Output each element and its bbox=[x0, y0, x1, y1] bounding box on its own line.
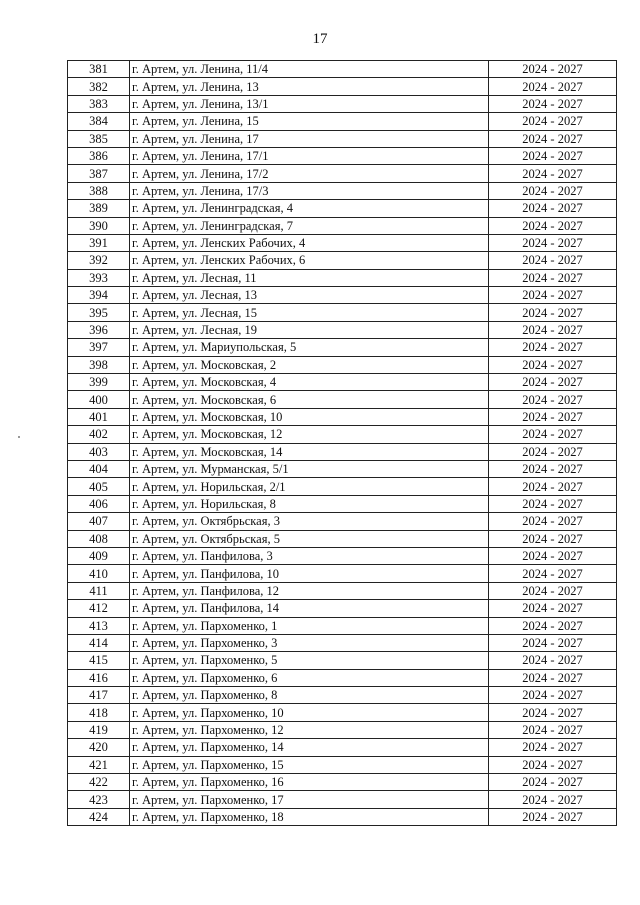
row-period: 2024 - 2027 bbox=[489, 130, 617, 147]
table-row bbox=[68, 495, 617, 512]
row-address: г. Артем, ул. Московская, 2 bbox=[130, 356, 489, 373]
table-row bbox=[68, 669, 617, 686]
scan-speck bbox=[18, 436, 20, 438]
table-row bbox=[68, 269, 617, 286]
table-row bbox=[68, 391, 617, 408]
row-number: 382 bbox=[68, 78, 130, 95]
table-row bbox=[68, 687, 617, 704]
row-period: 2024 - 2027 bbox=[489, 304, 617, 321]
table-row bbox=[68, 408, 617, 425]
row-period: 2024 - 2027 bbox=[489, 808, 617, 825]
row-period: 2024 - 2027 bbox=[489, 721, 617, 738]
row-number: 396 bbox=[68, 321, 130, 338]
table-row bbox=[68, 234, 617, 251]
table-row bbox=[68, 565, 617, 582]
row-number: 417 bbox=[68, 687, 130, 704]
row-address: г. Артем, ул. Московская, 4 bbox=[130, 374, 489, 391]
row-address: г. Артем, ул. Норильская, 2/1 bbox=[130, 478, 489, 495]
row-address: г. Артем, ул. Лесная, 11 bbox=[130, 269, 489, 286]
table-row bbox=[68, 600, 617, 617]
table-row bbox=[68, 339, 617, 356]
row-address: г. Артем, ул. Пархоменко, 8 bbox=[130, 687, 489, 704]
row-period: 2024 - 2027 bbox=[489, 704, 617, 721]
row-number: 413 bbox=[68, 617, 130, 634]
table-row bbox=[68, 130, 617, 147]
row-period: 2024 - 2027 bbox=[489, 374, 617, 391]
table-row bbox=[68, 791, 617, 808]
row-address: г. Артем, ул. Октябрьская, 5 bbox=[130, 530, 489, 547]
row-period: 2024 - 2027 bbox=[489, 391, 617, 408]
table-row bbox=[68, 530, 617, 547]
row-address: г. Артем, ул. Ленина, 15 bbox=[130, 113, 489, 130]
row-number: 421 bbox=[68, 756, 130, 773]
row-address: г. Артем, ул. Ленских Рабочих, 4 bbox=[130, 234, 489, 251]
row-address: г. Артем, ул. Ленина, 13/1 bbox=[130, 95, 489, 112]
row-number: 399 bbox=[68, 374, 130, 391]
row-number: 420 bbox=[68, 739, 130, 756]
row-number: 392 bbox=[68, 252, 130, 269]
row-period: 2024 - 2027 bbox=[489, 426, 617, 443]
table-row bbox=[68, 704, 617, 721]
row-address: г. Артем, ул. Мариупольская, 5 bbox=[130, 339, 489, 356]
row-period: 2024 - 2027 bbox=[489, 165, 617, 182]
row-address: г. Артем, ул. Московская, 14 bbox=[130, 443, 489, 460]
table-row bbox=[68, 617, 617, 634]
table-row bbox=[68, 147, 617, 164]
row-address: г. Артем, ул. Ленина, 13 bbox=[130, 78, 489, 95]
row-period: 2024 - 2027 bbox=[489, 200, 617, 217]
row-number: 424 bbox=[68, 808, 130, 825]
table-row bbox=[68, 721, 617, 738]
table-row bbox=[68, 460, 617, 477]
row-number: 403 bbox=[68, 443, 130, 460]
row-address: г. Артем, ул. Октябрьская, 3 bbox=[130, 513, 489, 530]
row-period: 2024 - 2027 bbox=[489, 182, 617, 199]
row-period: 2024 - 2027 bbox=[489, 774, 617, 791]
row-number: 405 bbox=[68, 478, 130, 495]
row-period: 2024 - 2027 bbox=[489, 287, 617, 304]
row-period: 2024 - 2027 bbox=[489, 513, 617, 530]
row-number: 383 bbox=[68, 95, 130, 112]
row-number: 416 bbox=[68, 669, 130, 686]
row-number: 407 bbox=[68, 513, 130, 530]
row-number: 388 bbox=[68, 182, 130, 199]
row-number: 381 bbox=[68, 61, 130, 78]
table-row bbox=[68, 61, 617, 78]
row-address: г. Артем, ул. Ленина, 17/3 bbox=[130, 182, 489, 199]
row-address: г. Артем, ул. Ленинградская, 4 bbox=[130, 200, 489, 217]
row-period: 2024 - 2027 bbox=[489, 408, 617, 425]
table-body bbox=[68, 61, 617, 826]
row-number: 398 bbox=[68, 356, 130, 373]
row-number: 415 bbox=[68, 652, 130, 669]
row-number: 387 bbox=[68, 165, 130, 182]
row-period: 2024 - 2027 bbox=[489, 652, 617, 669]
row-address: г. Артем, ул. Панфилова, 3 bbox=[130, 547, 489, 564]
row-period: 2024 - 2027 bbox=[489, 356, 617, 373]
row-number: 391 bbox=[68, 234, 130, 251]
row-number: 393 bbox=[68, 269, 130, 286]
row-number: 414 bbox=[68, 634, 130, 651]
row-period: 2024 - 2027 bbox=[489, 756, 617, 773]
row-period: 2024 - 2027 bbox=[489, 634, 617, 651]
row-number: 395 bbox=[68, 304, 130, 321]
row-number: 422 bbox=[68, 774, 130, 791]
row-address: г. Артем, ул. Пархоменко, 6 bbox=[130, 669, 489, 686]
row-period: 2024 - 2027 bbox=[489, 478, 617, 495]
table-row bbox=[68, 287, 617, 304]
row-address: г. Артем, ул. Норильская, 8 bbox=[130, 495, 489, 512]
row-address: г. Артем, ул. Московская, 10 bbox=[130, 408, 489, 425]
row-number: 408 bbox=[68, 530, 130, 547]
row-address: г. Артем, ул. Пархоменко, 17 bbox=[130, 791, 489, 808]
table-row bbox=[68, 756, 617, 773]
row-address: г. Артем, ул. Пархоменко, 12 bbox=[130, 721, 489, 738]
row-period: 2024 - 2027 bbox=[489, 600, 617, 617]
row-number: 401 bbox=[68, 408, 130, 425]
row-period: 2024 - 2027 bbox=[489, 234, 617, 251]
row-period: 2024 - 2027 bbox=[489, 547, 617, 564]
row-number: 386 bbox=[68, 147, 130, 164]
row-period: 2024 - 2027 bbox=[489, 460, 617, 477]
table-row bbox=[68, 374, 617, 391]
table-row bbox=[68, 634, 617, 651]
row-number: 404 bbox=[68, 460, 130, 477]
row-address: г. Артем, ул. Панфилова, 12 bbox=[130, 582, 489, 599]
row-address: г. Артем, ул. Лесная, 13 bbox=[130, 287, 489, 304]
row-address: г. Артем, ул. Пархоменко, 10 bbox=[130, 704, 489, 721]
table-row bbox=[68, 356, 617, 373]
table-row bbox=[68, 217, 617, 234]
row-address: г. Артем, ул. Пархоменко, 5 bbox=[130, 652, 489, 669]
row-period: 2024 - 2027 bbox=[489, 687, 617, 704]
row-address: г. Артем, ул. Пархоменко, 18 bbox=[130, 808, 489, 825]
row-address: г. Артем, ул. Лесная, 15 bbox=[130, 304, 489, 321]
row-period: 2024 - 2027 bbox=[489, 269, 617, 286]
table-row bbox=[68, 774, 617, 791]
row-address: г. Артем, ул. Ленина, 17 bbox=[130, 130, 489, 147]
row-number: 402 bbox=[68, 426, 130, 443]
row-address: г. Артем, ул. Панфилова, 10 bbox=[130, 565, 489, 582]
table-row bbox=[68, 321, 617, 338]
row-number: 389 bbox=[68, 200, 130, 217]
row-number: 418 bbox=[68, 704, 130, 721]
row-address: г. Артем, ул. Пархоменко, 3 bbox=[130, 634, 489, 651]
row-period: 2024 - 2027 bbox=[489, 95, 617, 112]
table-row bbox=[68, 808, 617, 825]
row-period: 2024 - 2027 bbox=[489, 582, 617, 599]
row-period: 2024 - 2027 bbox=[489, 530, 617, 547]
table-row bbox=[68, 582, 617, 599]
row-number: 410 bbox=[68, 565, 130, 582]
row-number: 411 bbox=[68, 582, 130, 599]
row-period: 2024 - 2027 bbox=[489, 217, 617, 234]
row-number: 412 bbox=[68, 600, 130, 617]
row-address: г. Артем, ул. Лесная, 19 bbox=[130, 321, 489, 338]
page-number: 17 bbox=[312, 31, 328, 47]
row-address: г. Артем, ул. Ленских Рабочих, 6 bbox=[130, 252, 489, 269]
table-row bbox=[68, 113, 617, 130]
row-address: г. Артем, ул. Панфилова, 14 bbox=[130, 600, 489, 617]
row-number: 385 bbox=[68, 130, 130, 147]
table-row bbox=[68, 652, 617, 669]
table-row bbox=[68, 739, 617, 756]
row-period: 2024 - 2027 bbox=[489, 252, 617, 269]
table-row bbox=[68, 547, 617, 564]
row-address: г. Артем, ул. Пархоменко, 1 bbox=[130, 617, 489, 634]
row-period: 2024 - 2027 bbox=[489, 617, 617, 634]
row-period: 2024 - 2027 bbox=[489, 113, 617, 130]
row-address: г. Артем, ул. Московская, 6 bbox=[130, 391, 489, 408]
row-number: 419 bbox=[68, 721, 130, 738]
address-table bbox=[67, 60, 617, 826]
table-row bbox=[68, 78, 617, 95]
row-number: 390 bbox=[68, 217, 130, 234]
row-period: 2024 - 2027 bbox=[489, 495, 617, 512]
row-address: г. Артем, ул. Мурманская, 5/1 bbox=[130, 460, 489, 477]
row-number: 406 bbox=[68, 495, 130, 512]
row-address: г. Артем, ул. Ленина, 17/2 bbox=[130, 165, 489, 182]
row-number: 400 bbox=[68, 391, 130, 408]
row-number: 409 bbox=[68, 547, 130, 564]
table-row bbox=[68, 513, 617, 530]
row-period: 2024 - 2027 bbox=[489, 669, 617, 686]
row-address: г. Артем, ул. Пархоменко, 16 bbox=[130, 774, 489, 791]
row-period: 2024 - 2027 bbox=[489, 147, 617, 164]
row-period: 2024 - 2027 bbox=[489, 78, 617, 95]
table-row bbox=[68, 443, 617, 460]
row-period: 2024 - 2027 bbox=[489, 565, 617, 582]
table-row bbox=[68, 252, 617, 269]
table-row bbox=[68, 200, 617, 217]
row-address: г. Артем, ул. Ленина, 17/1 bbox=[130, 147, 489, 164]
row-period: 2024 - 2027 bbox=[489, 791, 617, 808]
table-row bbox=[68, 165, 617, 182]
row-address: г. Артем, ул. Ленина, 11/4 bbox=[130, 61, 489, 78]
row-address: г. Артем, ул. Ленинградская, 7 bbox=[130, 217, 489, 234]
row-number: 394 bbox=[68, 287, 130, 304]
row-number: 384 bbox=[68, 113, 130, 130]
row-number: 397 bbox=[68, 339, 130, 356]
row-period: 2024 - 2027 bbox=[489, 443, 617, 460]
row-number: 423 bbox=[68, 791, 130, 808]
row-period: 2024 - 2027 bbox=[489, 321, 617, 338]
row-period: 2024 - 2027 bbox=[489, 739, 617, 756]
row-address: г. Артем, ул. Пархоменко, 14 bbox=[130, 739, 489, 756]
table-row bbox=[68, 95, 617, 112]
table-row bbox=[68, 478, 617, 495]
row-period: 2024 - 2027 bbox=[489, 61, 617, 78]
table-row bbox=[68, 182, 617, 199]
table-row bbox=[68, 304, 617, 321]
row-address: г. Артем, ул. Пархоменко, 15 bbox=[130, 756, 489, 773]
row-address: г. Артем, ул. Московская, 12 bbox=[130, 426, 489, 443]
table-row bbox=[68, 426, 617, 443]
row-period: 2024 - 2027 bbox=[489, 339, 617, 356]
